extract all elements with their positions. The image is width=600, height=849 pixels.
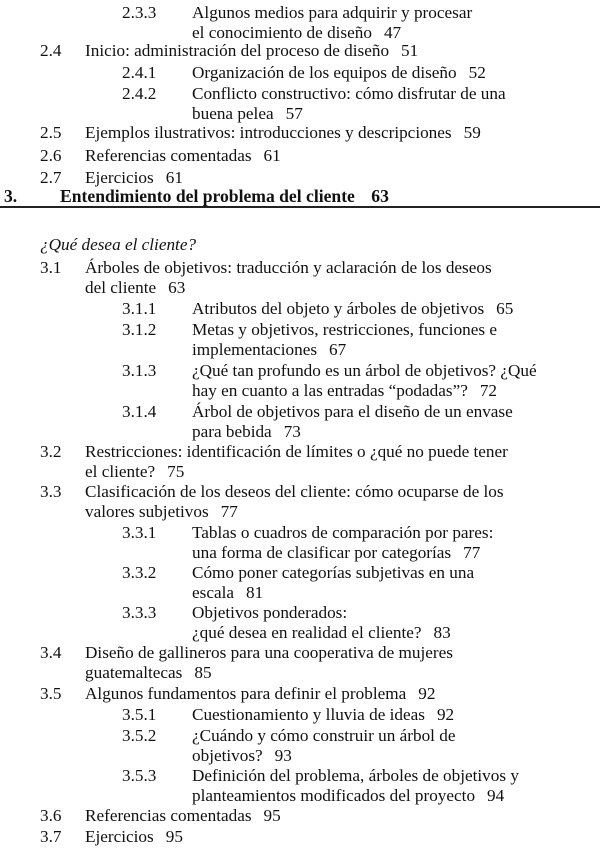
toc-entry-number: 3.5.1 bbox=[122, 705, 157, 724]
toc-entry-page: 57 bbox=[285, 104, 303, 123]
toc-entry-title bbox=[192, 786, 504, 806]
toc-entry-page: 63 bbox=[168, 278, 186, 297]
toc-entry-title-text: planteamientos modificados del proyecto bbox=[192, 786, 476, 805]
toc-entry-title-text: Árboles de objetivos: traducción y aclaración de los deseos bbox=[85, 258, 492, 277]
toc-entry-title-text: guatemaltecas bbox=[85, 663, 183, 682]
toc-entry-title-text: ¿Qué tan profundo es un árbol de objetivos? ¿Qué bbox=[192, 361, 537, 380]
toc-entry-title bbox=[85, 278, 185, 298]
toc-entry-title bbox=[192, 84, 506, 104]
toc-entry-title-text: el conocimiento de diseño bbox=[192, 23, 372, 42]
toc-entry-number: 2.3.3 bbox=[122, 3, 157, 22]
toc-entry-title bbox=[192, 340, 346, 360]
toc-entry-title bbox=[192, 381, 497, 401]
toc-entry-number: 2.4 bbox=[40, 41, 62, 60]
toc-entry-title bbox=[85, 41, 418, 61]
toc-entry-title bbox=[192, 23, 401, 43]
toc-entry-title-text: Objetivos ponderados: bbox=[192, 603, 348, 622]
toc-entry-page: 61 bbox=[263, 146, 281, 165]
toc-entry-number: 3.3.2 bbox=[122, 563, 157, 582]
toc-entry-title-text: Referencias comentadas bbox=[85, 146, 252, 165]
toc-entry-title-text: del cliente bbox=[85, 278, 157, 297]
toc-entry-page: 83 bbox=[433, 623, 451, 642]
toc-entry-title bbox=[192, 603, 347, 623]
toc-entry-page: 73 bbox=[283, 422, 301, 441]
toc-entry-title bbox=[85, 146, 281, 166]
toc-entry-page: 93 bbox=[274, 746, 292, 765]
chapter-rule bbox=[0, 206, 600, 208]
toc-entry-title-text: Árbol de objetivos para el diseño de un envase bbox=[192, 402, 513, 421]
toc-entry-title bbox=[192, 320, 497, 340]
toc-entry-title-text: Cómo poner categorías subjetivas en una bbox=[192, 563, 475, 582]
toc-entry-number: 3.3.1 bbox=[122, 523, 157, 542]
toc-entry-title-text: Metas y objetivos, restricciones, funciones e bbox=[192, 320, 497, 339]
toc-entry-page: 59 bbox=[463, 123, 481, 142]
toc-entry-number: 2.4.2 bbox=[122, 84, 157, 103]
toc-entry-title-text: para bebida bbox=[192, 422, 272, 441]
toc-entry-number: 3.4 bbox=[40, 643, 62, 662]
toc-entry-title bbox=[192, 543, 480, 563]
section-subtitle: ¿Qué desea el cliente? bbox=[40, 235, 197, 254]
toc-entry-page: 77 bbox=[463, 543, 481, 562]
toc-entry-title bbox=[192, 104, 303, 124]
toc-entry-title bbox=[85, 258, 492, 278]
toc-entry-number: 3.1.4 bbox=[122, 402, 157, 421]
toc-entry-title-text: el cliente? bbox=[85, 462, 156, 481]
toc-entry-page: 67 bbox=[329, 340, 347, 359]
toc-entry-title-text: Organización de los equipos de diseño bbox=[192, 63, 457, 82]
toc-entry-title-text: Referencias comentadas bbox=[85, 806, 252, 825]
toc-entry-page: 52 bbox=[468, 63, 486, 82]
toc-entry-number: 3.3.3 bbox=[122, 603, 157, 622]
toc-entry-title-text: valores subjetivos bbox=[85, 502, 209, 521]
toc-entry-title-text: escala bbox=[192, 583, 234, 602]
toc-entry-title bbox=[192, 402, 513, 422]
toc-entry-number: 3.3 bbox=[40, 482, 62, 501]
toc-entry-title bbox=[85, 442, 508, 462]
toc-entry-page: 77 bbox=[220, 502, 238, 521]
toc-entry-number: 3.6 bbox=[40, 806, 62, 825]
chapter-heading bbox=[4, 186, 389, 206]
toc-entry-number: 3.5.2 bbox=[122, 726, 157, 745]
toc-entry-title-text: Atributos del objeto y árboles de objetivos bbox=[192, 299, 485, 318]
toc-entry-title bbox=[85, 502, 238, 522]
toc-entry-title bbox=[85, 123, 481, 143]
chapter-title: Entendimiento del problema del cliente bbox=[60, 186, 355, 206]
toc-entry-page: 95 bbox=[165, 827, 183, 846]
toc-entry-title bbox=[85, 482, 504, 502]
toc-entry-page: 51 bbox=[401, 41, 419, 60]
toc-entry-number: 3.1.3 bbox=[122, 361, 157, 380]
toc-entry-title-text: una forma de clasificar por categorías bbox=[192, 543, 452, 562]
toc-entry-title bbox=[85, 827, 183, 847]
toc-entry-title bbox=[192, 726, 455, 746]
toc-entry-title-text: Ejercicios bbox=[85, 827, 154, 846]
toc-entry-title-text: Cuestionamiento y lluvia de ideas bbox=[192, 705, 425, 724]
toc-entry-page: 65 bbox=[496, 299, 514, 318]
toc-entry-title bbox=[192, 746, 292, 766]
toc-entry-title bbox=[192, 583, 263, 603]
toc-entry-title-text: Definición del problema, árboles de objetivos y bbox=[192, 766, 519, 785]
toc-entry-title-text: Algunos fundamentos para definir el problema bbox=[85, 684, 407, 703]
toc-entry-number: 2.7 bbox=[40, 168, 62, 187]
toc-entry-title bbox=[85, 462, 184, 482]
toc-entry-title-text: Inicio: administración del proceso de diseño bbox=[85, 41, 390, 60]
toc-entry-number: 3.7 bbox=[40, 827, 62, 846]
toc-entry-title-text: Algunos medios para adquirir y procesar bbox=[192, 3, 473, 22]
toc-entry-title bbox=[192, 361, 537, 381]
toc-entry-page: 92 bbox=[436, 705, 455, 724]
toc-entry-title-text: implementaciones bbox=[192, 340, 318, 359]
toc-entry-title-text: buena pelea bbox=[192, 104, 274, 123]
toc-entry-title bbox=[192, 422, 301, 442]
toc-entry-page: 81 bbox=[245, 583, 264, 602]
toc-entry-page: 61 bbox=[165, 168, 183, 187]
toc-entry-title bbox=[192, 623, 451, 643]
toc-entry-title-text: objetivos? bbox=[192, 746, 263, 765]
toc-entry-title-text: Diseño de gallineros para una cooperativa de mujeres bbox=[85, 643, 453, 662]
toc-entry-title bbox=[85, 806, 281, 826]
toc-entry-page: 92 bbox=[418, 684, 436, 703]
toc-entry-title bbox=[192, 3, 472, 23]
toc-entry-title-text: hay en cuanto a las entradas “podadas”? bbox=[192, 381, 468, 400]
toc-entry-page: 94 bbox=[487, 786, 505, 805]
chapter-page: 63 bbox=[371, 186, 389, 206]
toc-entry-number: 3.1.1 bbox=[122, 299, 157, 318]
toc-entry-number: 2.6 bbox=[40, 146, 62, 165]
toc-entry-title bbox=[192, 63, 486, 83]
toc-entry-page: 85 bbox=[194, 663, 212, 682]
toc-entry-number: 3.2 bbox=[40, 442, 62, 461]
toc-entry-title-text: Tablas o cuadros de comparación por pares: bbox=[192, 523, 494, 542]
toc-entry-number: 3.5.3 bbox=[122, 766, 157, 785]
toc-entry-number: 3.1.2 bbox=[122, 320, 157, 339]
toc-entry-title bbox=[85, 663, 212, 683]
toc-entry-page: 95 bbox=[263, 806, 281, 825]
toc-entry-number: 3.5 bbox=[40, 684, 62, 703]
toc-entry-title-text: Clasificación de los deseos del cliente: cómo ocuparse de los bbox=[85, 482, 504, 501]
toc-entry-title bbox=[192, 299, 513, 319]
toc-entry-number: 2.5 bbox=[40, 123, 62, 142]
toc-entry-title-text: Ejemplos ilustrativos: introducciones y descripciones bbox=[85, 123, 452, 142]
toc-entry-page: 75 bbox=[167, 462, 185, 481]
toc-entry-title bbox=[85, 684, 435, 704]
toc-entry-title bbox=[192, 766, 519, 786]
toc-entry-number: 3.1 bbox=[40, 258, 62, 277]
toc-entry-title bbox=[85, 643, 453, 663]
toc-entry-title bbox=[192, 563, 474, 583]
toc-entry-title bbox=[85, 168, 183, 188]
toc-entry-title-text: Restricciones: identificación de límites o ¿qué no puede tener bbox=[85, 442, 508, 461]
toc-entry-title-text: Conflicto constructivo: cómo disfrutar de una bbox=[192, 84, 506, 103]
toc-entry-page: 47 bbox=[383, 23, 402, 42]
toc-entry-title-text: ¿qué desea en realidad el cliente? bbox=[192, 623, 422, 642]
toc-entry-title-text: ¿Cuándo y cómo construir un árbol de bbox=[192, 726, 456, 745]
toc-entry-page: 72 bbox=[479, 381, 498, 400]
toc-entry-number: 2.4.1 bbox=[122, 63, 157, 82]
toc-entry-title bbox=[192, 705, 454, 725]
chapter-number: 3. bbox=[4, 186, 18, 206]
toc-entry-title-text: Ejercicios bbox=[85, 168, 154, 187]
toc-entry-title bbox=[192, 523, 493, 543]
